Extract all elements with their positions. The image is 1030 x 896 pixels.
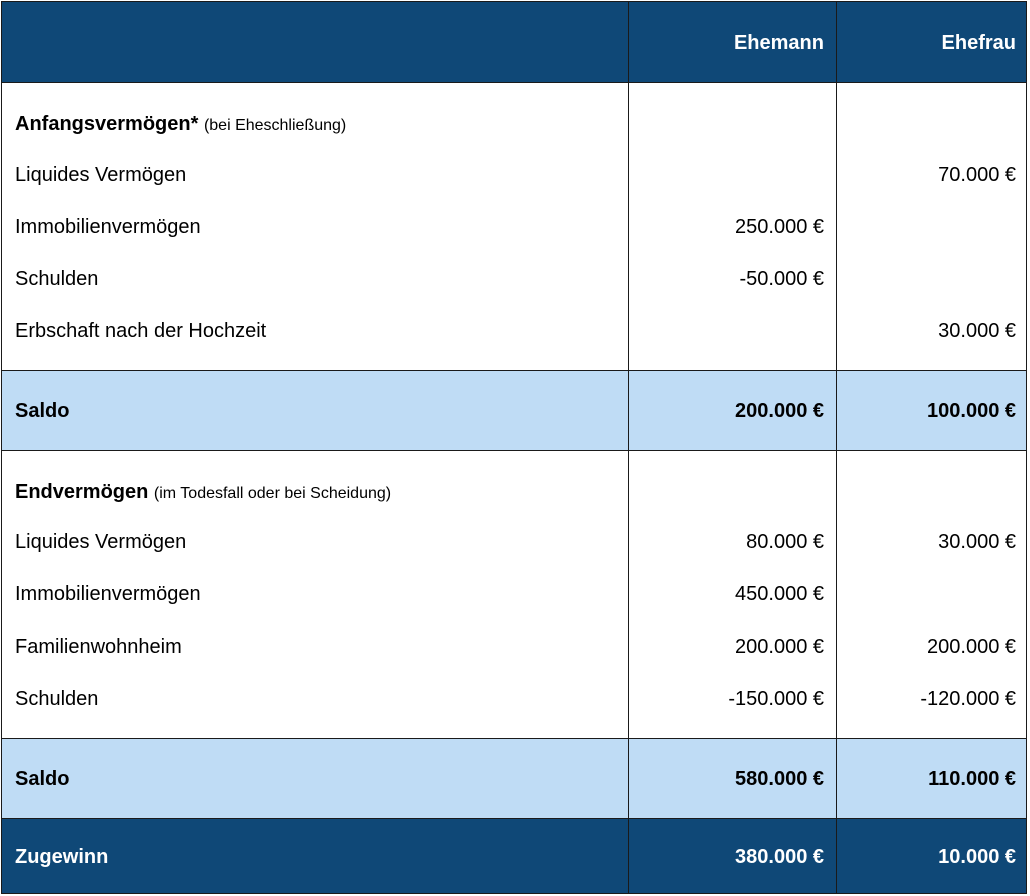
section-title [15,480,391,506]
row-value-ehemann: 250.000 € [735,216,824,238]
table-header [2,2,1026,82]
row-value-ehefrau: 70.000 € [938,164,1016,186]
section-title-text: Anfangsvermögen* [15,113,199,135]
column-divider [836,2,837,893]
row-label: Familienwohnheim [15,636,182,658]
saldo-ehefrau: 110.000 € [928,768,1016,790]
section-title-text: Endvermögen [15,481,149,503]
row-value-ehemann: 200.000 € [735,636,824,658]
row-value-ehemann: 450.000 € [735,583,824,605]
saldo-row-end [2,738,1026,818]
row-value-ehefrau: 200.000 € [927,636,1016,658]
zugewinn-ehefrau: 10.000 € [938,846,1016,868]
row-label: Liquides Vermögen [15,531,187,553]
saldo-label: Saldo [15,400,70,422]
row-label: Erbschaft nach der Hochzeit [15,320,267,342]
column-divider [628,2,629,893]
zugewinn-table [1,1,1027,894]
row-value-ehemann: 80.000 € [746,531,824,553]
row-value-ehemann: -150.000 € [728,688,824,710]
endvermoegen-section [2,450,1026,738]
row-label: Immobilienvermögen [15,583,201,605]
row-label: Liquides Vermögen [15,164,187,186]
section-title [15,112,346,138]
row-value-ehefrau: 30.000 € [938,320,1016,342]
row-label: Schulden [15,688,99,710]
row-label: Immobilienvermögen [15,216,201,238]
saldo-ehemann: 200.000 € [735,400,824,422]
anfangsvermoegen-section [2,82,1026,370]
header-ehemann: Ehemann [733,32,824,54]
section-note: (bei Eheschließung) [203,117,347,134]
row-value-ehefrau: 30.000 € [938,531,1016,553]
zugewinn-label: Zugewinn [15,846,109,868]
zugewinn-ehemann: 380.000 € [735,846,824,868]
row-label: Schulden [15,268,99,290]
saldo-ehemann: 580.000 € [735,768,824,790]
zugewinn-row [2,818,1026,893]
row-value-ehemann: -50.000 € [739,268,824,290]
section-note: (im Todesfall oder bei Scheidung) [153,485,392,502]
saldo-label: Saldo [15,768,70,790]
saldo-ehefrau: 100.000 € [927,400,1016,422]
row-value-ehefrau: -120.000 € [920,688,1016,710]
header-ehefrau: Ehefrau [941,32,1016,54]
saldo-row-anfang [2,370,1026,450]
